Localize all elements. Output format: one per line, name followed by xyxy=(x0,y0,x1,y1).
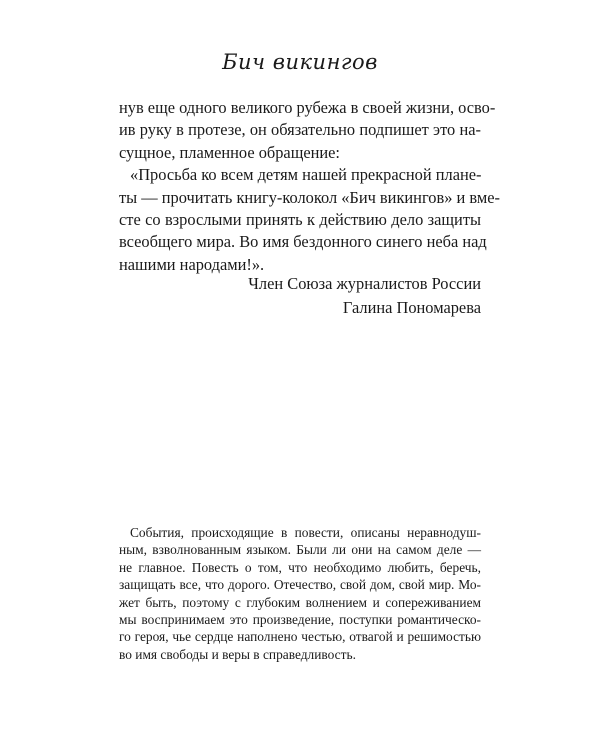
blurb-line: ным, взволнованным языком. Были ли они на самом деле — xyxy=(119,542,481,558)
blurb-line: защищать все, что дорого. Отечество, свой дом, свой мир. Мо- xyxy=(119,577,481,593)
quote-line: сте со взрослыми принять к действию дело защиты xyxy=(119,210,481,230)
blurb-line: во имя свободы и веры в справедливость. xyxy=(119,646,356,662)
author-signature xyxy=(119,272,481,320)
signature-name: Галина Пономарева xyxy=(342,298,481,317)
quote-line: ты — прочитать книгу-колокол «Бич викингов» и вме- xyxy=(119,187,500,207)
text-line: сущное, пламенное обращение: xyxy=(119,142,340,162)
blurb-line: События, происходящие в повести, описаны неравнодуш- xyxy=(130,525,481,540)
signature-affiliation: Член Союза журналистов России xyxy=(248,274,481,293)
main-paragraphs xyxy=(119,97,500,276)
blurb-line: го героя, чье сердце наполнено честью, отвагой и решимостью xyxy=(119,629,481,645)
quote-line: нашими народами!». xyxy=(119,254,265,274)
text-line: нув еще одного великого рубежа в своей жизни, осво- xyxy=(119,98,496,117)
quote-line: всеобщего мира. Во имя бездонного синего неба над xyxy=(119,232,487,252)
text-line: ив руку в протезе, он обязательно подпишет это на- xyxy=(119,120,481,140)
blurb-line: мы воспринимаем это произведение, поступки романтическо- xyxy=(119,612,481,628)
blurb-line: жет быть, поэтому с глубоким волнением и сопереживанием xyxy=(119,594,481,610)
running-title: Бич викингов xyxy=(222,50,378,74)
blurb-line: не главное. Повесть о том, что необходимо любить, беречь, xyxy=(119,559,481,575)
book-blurb xyxy=(119,524,481,663)
quote-line: «Просьба ко всем детям нашей прекрасной плане- xyxy=(130,165,482,185)
